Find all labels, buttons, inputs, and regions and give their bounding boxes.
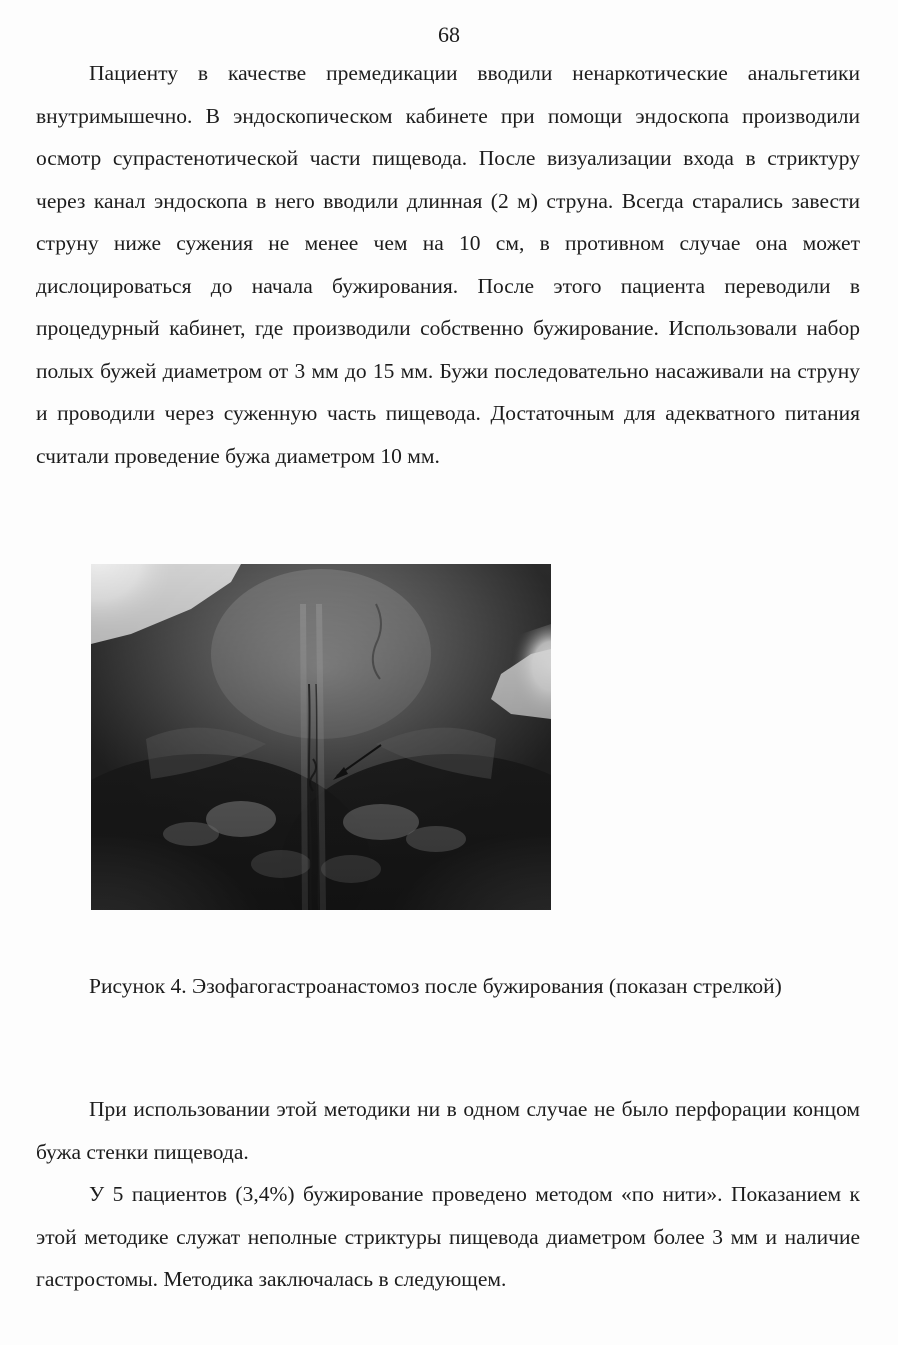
page-number: 68 [438,22,460,47]
figure-caption: Рисунок 4. Эзофагогастроанастомоз после бужирования (показан стрелкой) [89,974,782,998]
paragraph-2: При использовании этой методики ни в одном случае не было перфорации концом бужа стенки пищевода. [36,1097,860,1164]
paragraph-3: У 5 пациентов (3,4%) бужирование проведено методом «по нити». Показанием к этой методике служат неполные стриктуры пищевода диаметром более 3 мм и наличие гастростомы. Методика заключалась в следующем. [36,1182,860,1291]
figure-4-xray [91,564,551,910]
xray-image [91,564,551,910]
paragraph-1: Пациенту в качестве премедикации вводили ненаркотические анальгетики внутримышечно. В эндоскопическом кабинете при помощи эндоскопа производили осмотр супрастенотической части пищевода. После визуализации входа в стриктуру через канал эндоскопа в него вводили длинная (2 м) струна. Всегда старались завести струну ниже сужения не менее чем на 10 см, в противном случае она может дислоцироваться до начала бужирования. После этого пациента переводили в процедурный кабинет, где производили собственно бужирование. Использовали набор полых бужей диаметром от 3 мм до 15 мм. Бужи последовательно насаживали на струну и проводили через суженную часть пищевода. Достаточным для адекватного питания считали проведение бужа диаметром 10 мм. [36,61,860,468]
